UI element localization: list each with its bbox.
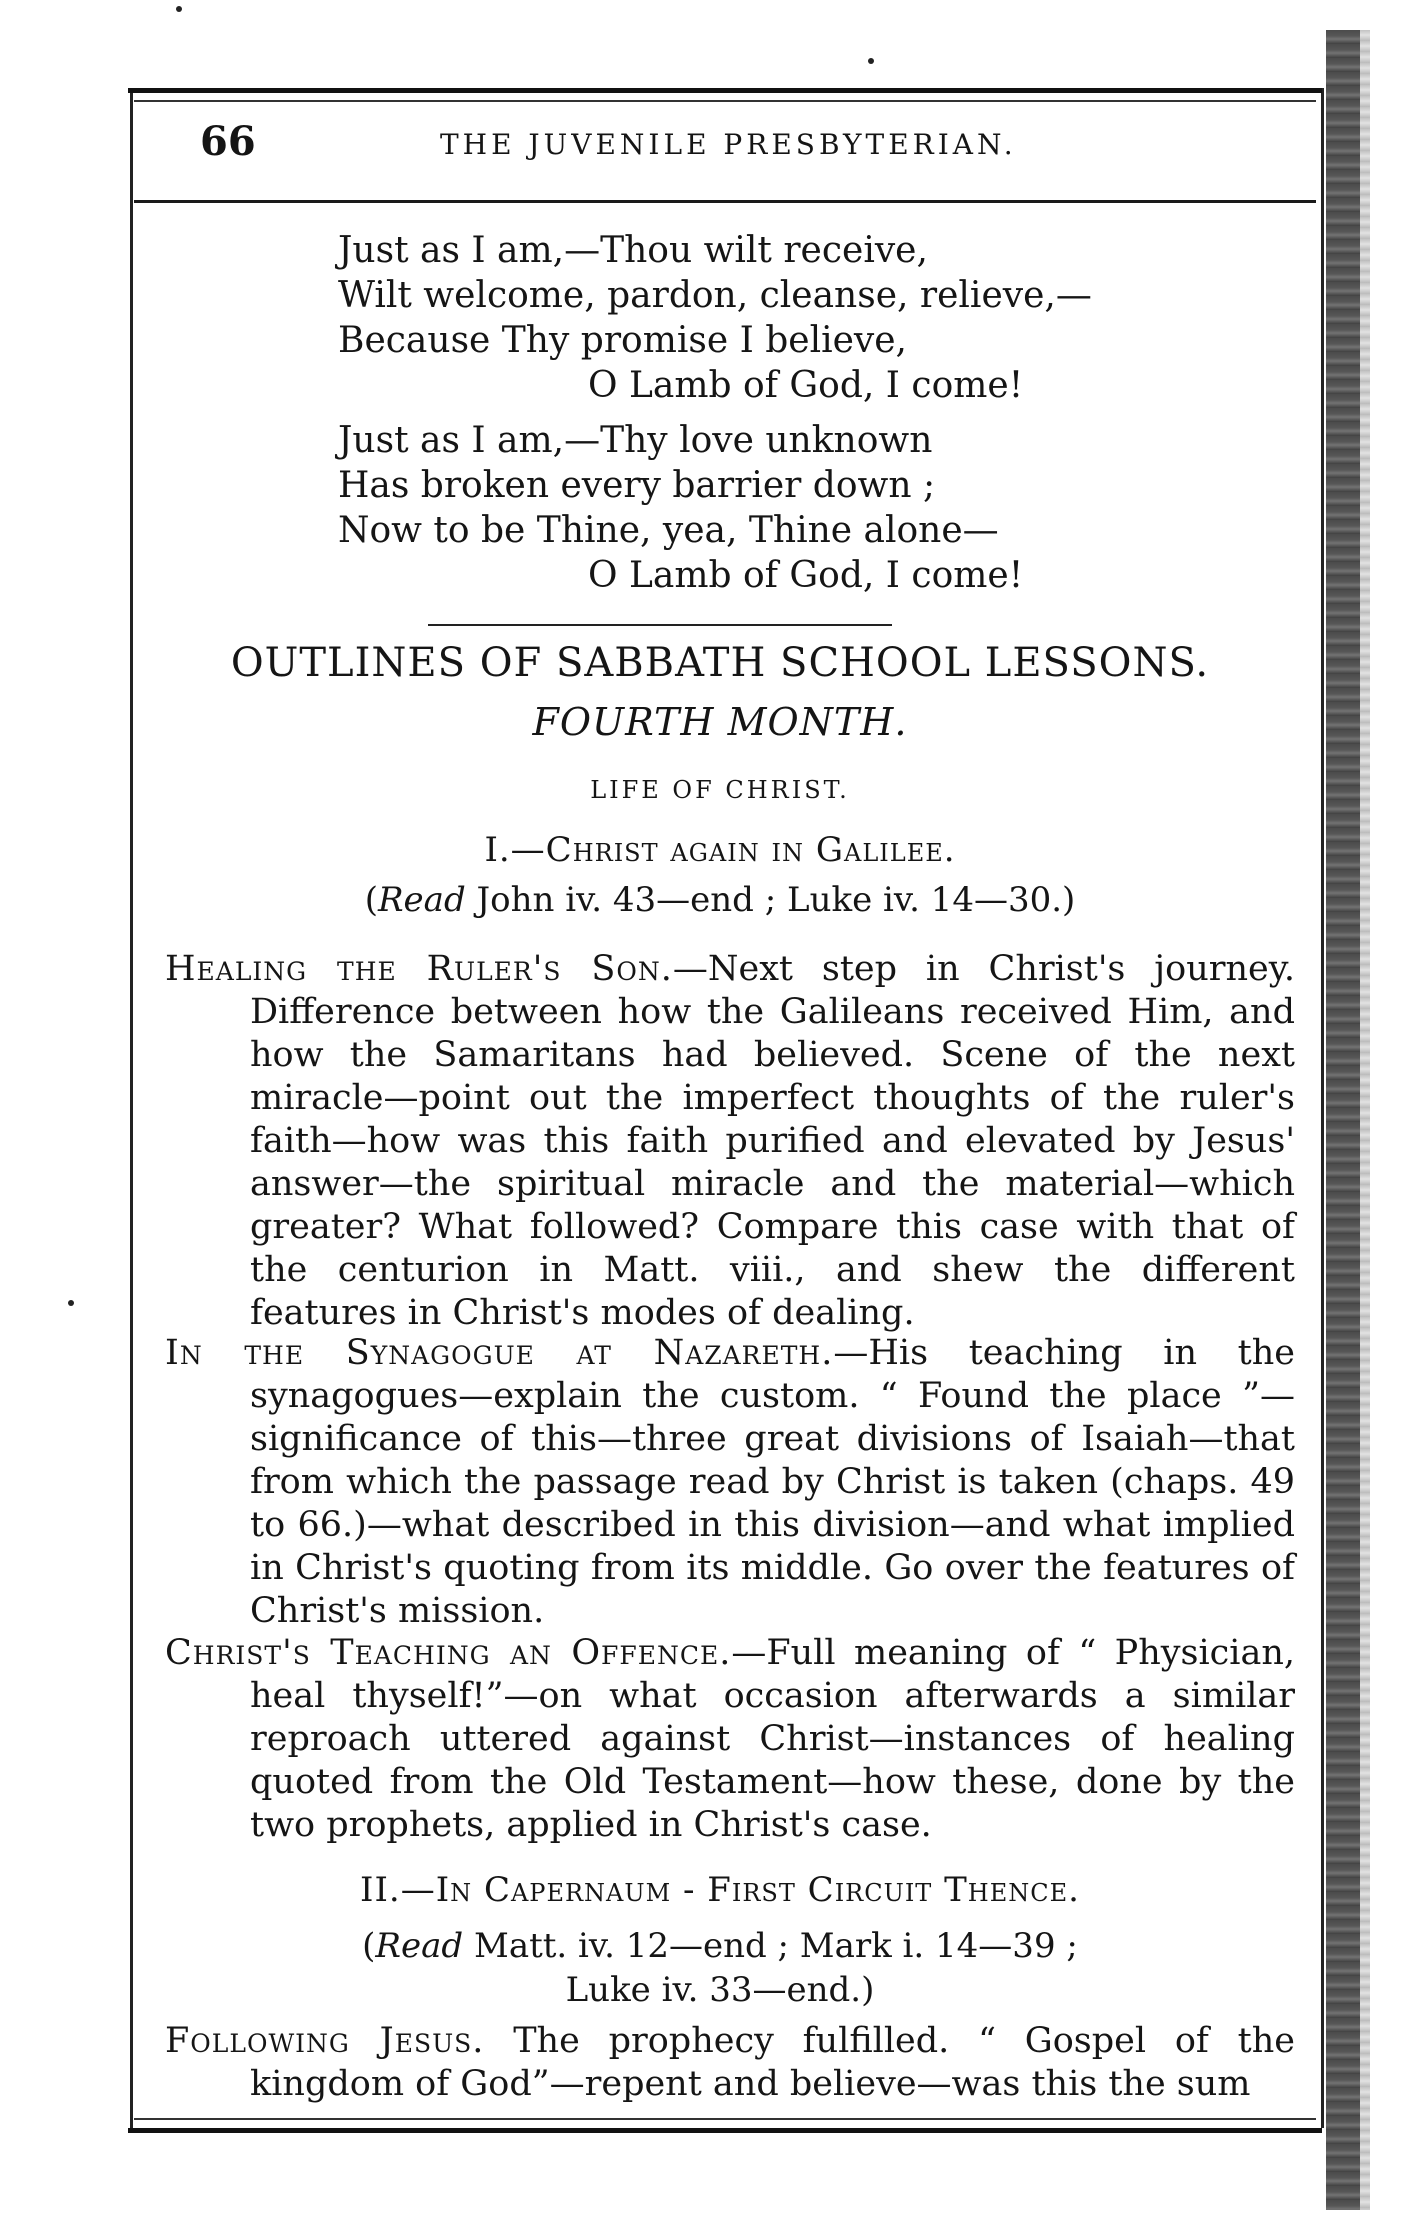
- lesson-2-reading: (Read Matt. iv. 12—end ; Mark i. 14—39 ; Luke iv. 33—end.): [362, 1926, 1078, 2010]
- hymn-line: Has broken every barrier down ;: [338, 465, 936, 506]
- lesson-1-reading: (Read John iv. 43—end ; Luke iv. 14—30.): [364, 880, 1076, 920]
- read-references-line-1: Matt. iv. 12—end ; Mark i. 14—39 ;: [474, 1926, 1078, 1966]
- page-edge-highlight: [1360, 30, 1370, 2210]
- paragraph-text: —Full meaning of “ Physician, heal thyself!”—on what occasion afterwards a similar reproach uttered against Christ—instances of healing quoted from the Old Testament—how these, done by the two prophets, applied in Christ's case.: [250, 1633, 1295, 1845]
- read-label: Read: [377, 880, 466, 920]
- lesson-2-heading: II.—In Capernaum - First Circuit Thence.: [360, 1870, 1080, 1910]
- paragraph-teaching-offence: [165, 1632, 1295, 1847]
- read-label: Read: [375, 1926, 464, 1966]
- paragraph-following-jesus: [165, 2020, 1295, 2106]
- outline-title: OUTLINES OF SABBATH SCHOOL LESSONS.: [230, 640, 1210, 686]
- section-divider: [428, 624, 892, 626]
- read-references-line-2: Luke iv. 33—end.): [565, 1970, 875, 2010]
- paragraph-synagogue-nazareth: [165, 1332, 1295, 1633]
- outline-month: FOURTH MONTH.: [532, 700, 908, 744]
- hymn-line: Because Thy promise I believe,: [338, 320, 908, 361]
- hymn-refrain: O Lamb of God, I come!: [588, 555, 1024, 596]
- hymn-line: Wilt welcome, pardon, cleanse, relieve,—: [338, 275, 1092, 316]
- paragraph-lead: In the Synagogue at Nazareth.: [165, 1333, 834, 1373]
- hymn-line: Just as I am,—Thy love unknown: [338, 420, 933, 461]
- hymn-line: Just as I am,—Thou wilt receive,: [338, 230, 928, 271]
- page-number: 66: [200, 118, 256, 165]
- paragraph-text: —Next step in Christ's journey. Difference between how the Galileans received Him, and how the Samaritans had believed. Scene of the next miracle—point out the imperfect thoughts of the ruler's faith—how was this faith purified and elevated by Jesus' answer—the spiritual miracle and the material—which greater? What followed? Compare this case with that of the centurion in Matt. viii., and shew the different features in Christ's modes of dealing.: [250, 949, 1295, 1333]
- print-speck: [176, 6, 182, 12]
- running-title: THE JUVENILE PRESBYTERIAN.: [440, 128, 1017, 161]
- read-references: John iv. 43—end ; Luke iv. 14—30.): [476, 880, 1076, 920]
- running-header: [200, 118, 1300, 178]
- hymn-line: Now to be Thine, yea, Thine alone—: [338, 510, 999, 551]
- paragraph-lead: Healing the Ruler's Son.: [165, 949, 673, 989]
- print-speck: [868, 58, 874, 64]
- top-border-rule: [128, 88, 1322, 93]
- hymn-stanza-2: [338, 418, 1023, 598]
- hymn-stanza-1: [338, 228, 1092, 408]
- top-border-inner-rule: [134, 100, 1316, 102]
- lesson-1-heading: I.—Christ again in Galilee.: [484, 830, 956, 870]
- paragraph-lead: Christ's Teaching an Offence.: [165, 1633, 732, 1673]
- paragraph-healing-rulers-son: [165, 948, 1295, 1335]
- bottom-border-inner-rule: [134, 2118, 1316, 2120]
- hymn-refrain: O Lamb of God, I come!: [588, 365, 1024, 406]
- print-speck: [68, 1300, 74, 1306]
- outline-subject: LIFE OF CHRIST.: [590, 776, 850, 804]
- bottom-border-rule: [128, 2128, 1322, 2133]
- paragraph-text: —His teaching in the synagogues—explain the custom. “ Found the place ”—significance of this—three great divisions of Isaiah—that from which the passage read by Christ is taken (chaps. 49 to 66.)—what described in this division—and what implied in Christ's quoting from its middle. Go over the features of Christ's mission.: [250, 1333, 1295, 1631]
- header-rule: [134, 200, 1316, 203]
- paragraph-text: The prophecy fulfilled. “ Gospel of the kingdom of God”—repent and believe—was this the sum: [250, 2021, 1295, 2104]
- paragraph-lead: Following Jesus.: [165, 2021, 485, 2061]
- page-edge-shadow: [1326, 30, 1360, 2210]
